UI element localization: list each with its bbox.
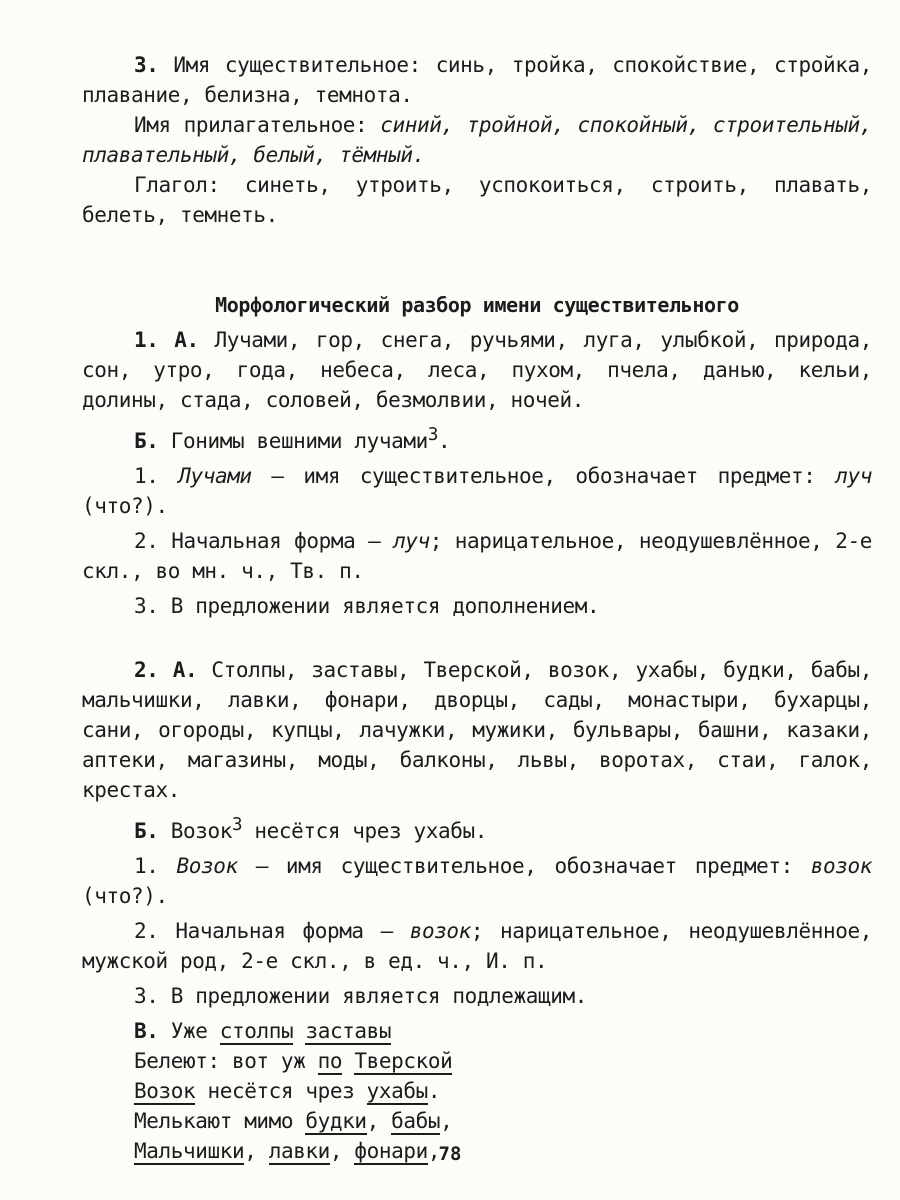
s3-verb-label: Глагол:: [134, 173, 220, 197]
page-content: [82, 50, 872, 1166]
t2-number: 2.: [134, 658, 159, 682]
t1-b-end: .: [438, 429, 451, 453]
s3-noun-line: [82, 50, 872, 110]
t1-i2-a: Начальная форма —: [171, 529, 381, 553]
t1-i1-word2: луч: [835, 464, 872, 488]
t1-a-text: Лучами, гор, снега, ручьями, луга, улыбкой, природа, сон, утро, года, небеса, леса, пухом, пчела, данью, кельи, долины, стада, соловей, безмолвии, ночей.: [82, 328, 873, 412]
t2-b-text2: несётся чрез ухабы.: [254, 819, 487, 843]
t2-i2-a: Начальная форма —: [175, 919, 393, 943]
t1-i1-word: Лучами: [178, 464, 252, 488]
poem-line-1: [82, 1016, 872, 1046]
s3-adj-line: [82, 110, 872, 170]
t2-a-label: А.: [172, 658, 198, 682]
t2-i2-b: ; нарицательное, неодушевлённое, мужской род, 2-е скл., в ед. ч., И. п.: [82, 919, 872, 973]
t1-i2-num: 2.: [134, 529, 159, 553]
t2-a-text: Столпы, заставы, Тверской, возок, ухабы, будки, бабы, мальчишки, лавки, фонари, дворцы, сады, монастыри, бухарцы, сани, огороды, купцы, лачужки, мужики, бульвары, башни, казаки, аптеки, магазины, моды, балконы, львы, воротах, стаи, галок, крестах.: [82, 658, 872, 802]
underlined-word: лавки: [268, 1139, 330, 1163]
t2-b: [82, 810, 872, 846]
s3-noun-label: Имя существительное:: [173, 53, 421, 77]
t2-b-label: Б.: [134, 819, 159, 843]
t2-i1-num: 1.: [134, 854, 159, 878]
t2-v-label: В.: [134, 1019, 159, 1043]
t1-number: 1.: [134, 328, 159, 352]
poem-punct: .: [427, 1079, 441, 1103]
t1-i1-end: (что?).: [82, 494, 168, 518]
t2-i1-word2: возок: [810, 854, 873, 878]
t1-item2: [82, 526, 872, 586]
t1-a-label: А.: [174, 328, 199, 352]
t2-b-footnote: 3: [231, 815, 243, 835]
poem-word: Мелькают мимо: [134, 1109, 294, 1133]
underlined-word: Тверской: [354, 1049, 453, 1073]
t2-i1-text: — имя существительное, обозначает предмет:: [255, 854, 793, 878]
poem-line-3: [82, 1076, 872, 1106]
t1-b-footnote: 3: [427, 425, 438, 445]
poem-line-2: [82, 1046, 872, 1076]
underlined-word: по: [317, 1049, 343, 1073]
t1-item1: [82, 461, 872, 521]
poem-word: несётся чрез: [207, 1079, 355, 1103]
t2-item1: [82, 851, 872, 911]
t2-i1-word: Возок: [176, 854, 238, 878]
underlined-word: Возок: [134, 1079, 196, 1103]
underlined-word: Мальчишки: [134, 1139, 245, 1163]
t1-i2-b: ; нарицательное, неодушевлённое, 2-е скл., во мн. ч., Тв. п.: [82, 529, 872, 583]
t1-i1-num: 1.: [134, 464, 159, 488]
t1-b-text: Гонимы вешними лучами: [170, 429, 428, 453]
t1-i1-text: — имя существительное, обозначает предмет:: [271, 464, 816, 488]
poem-word: Уже: [170, 1019, 208, 1043]
s3-verb-line: [82, 170, 872, 230]
t2-i1-end: (что?).: [82, 884, 168, 908]
t2-i2-word: возок: [409, 919, 471, 943]
t1-i2-word: луч: [393, 529, 430, 553]
underlined-word: будки: [305, 1109, 367, 1133]
underlined-word: ухабы: [366, 1079, 428, 1103]
section-title: Морфологический разбор имени существительного: [215, 293, 739, 317]
underlined-word: заставы: [305, 1019, 392, 1043]
underlined-word: фонари: [354, 1139, 428, 1163]
s3-adj-words: синий, тройной, спокойный, строительный, плавательный, белый, тёмный.: [82, 113, 872, 167]
t2-item2: [82, 916, 872, 976]
t2-a: [82, 655, 872, 805]
s3-adj-label: Имя прилагательное:: [134, 113, 368, 137]
t1-b-label: Б.: [134, 429, 159, 453]
underlined-word: столпы: [219, 1019, 294, 1043]
poem-line-5: Мальчишки, лавки, фонари,: [134, 1139, 441, 1163]
page-number: 78: [438, 1143, 462, 1165]
poem-word: Белеют: вот уж: [134, 1049, 306, 1073]
t2-i2-num: 2.: [134, 919, 159, 943]
s3-number: 3.: [134, 53, 159, 77]
t1-item3: 3. В предложении является дополнением.: [134, 594, 600, 618]
s3-verb-words: синеть, утроить, успокоиться, строить, плавать, белеть, темнеть.: [82, 173, 872, 227]
t1-a: [82, 325, 872, 415]
t2-b-text1: Возок: [170, 819, 232, 843]
t1-b: [82, 420, 872, 456]
s3-noun-words: синь, тройка, спокойствие, стройка, плавание, белизна, темнота.: [82, 53, 872, 107]
underlined-word: бабы: [391, 1109, 441, 1133]
t2-item3: 3. В предложении является подлежащим.: [134, 984, 587, 1008]
poem-line-4: Мелькают мимо будки, бабы,: [134, 1109, 453, 1133]
